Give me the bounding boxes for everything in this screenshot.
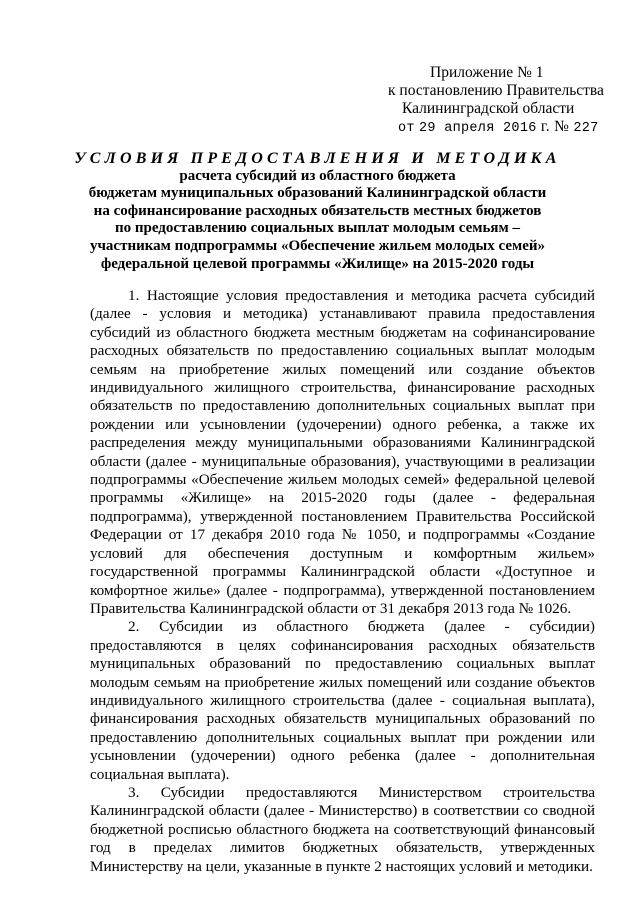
heading-line-1: расчета субсидий из областного бюджета [179,167,456,184]
annex-date-prefix: от [398,121,415,136]
document-heading [40,150,595,273]
annex-date: 29 апреля 2016 [419,121,537,136]
annex-region-line: Калининградской области [402,100,575,117]
heading-line-6: федеральной целевой программы «Жилище» на 2015-2020 годы [100,255,535,272]
heading-line-3: на софинансирование расходных обязательств местных бюджетов [93,202,542,219]
heading-line-5: участникам подпрограммы «Обеспечение жильем молодых семей» [89,237,546,254]
annex-date-line [388,118,628,138]
paragraph-2: 2. Субсидии из областного бюджета (далее - субсидии) предоставляются в целях софинансирования расходных обязательств муниципальных образований по предоставлению социальных выплат молодым семьям на приобретение жилых помещений или создание объектов индивидуального жилищного строительства (далее - социальная выплата), финансирования расходных обязательств муниципальных образований по предоставлению дополнительных социальных выплат при рождении или усыновлении (удочерении) одного ребенка (далее - дополнительная социальная выплата). [90,618,595,783]
annex-resolution-line: к постановлению Правительства [388,82,604,99]
paragraph-1: 1. Настоящие условия предоставления и методика расчета субсидий (далее - условия и методика) устанавливают правила предоставления субсидий из областного бюджета местным бюджетам на софинансирование расходных обязательств по предоставлению социальных выплат молодым семьям на приобретение жилых помещений или создание объектов индивидуального жилищного строительства, финансирование расходных обязательств по предоставлению дополнительных социальных выплат при рождении или усыновлении (удочерении) одного ребенка, а также их распределения между муниципальными образованиями Калининградской области (далее - муниципальные образования), участвующими в реализации подпрограммы «Обеспечение жильем молодых семей» федеральной целевой программы «Жилище» на 2015-2020 годы (далее - федеральная подпрограмма), утвержденной постановлением Правительства Российской Федерации от 17 декабря 2010 года № 1050, и подпрограммы «Создание условий для обеспечения доступным и комфортным жильем» государственной программы Калининградской области «Доступное и комфортное жилье» (далее - подпрограмма), утвержденной постановлением Правительства Калининградской области от 31 декабря 2013 года № 1026. [90,287,595,617]
paragraph-3: 3. Субсидии предоставляются Министерством строительства Калининградской области (далее - Министерство) в соответствии со сводной бюджетной росписью областного бюджета на соответствующий финансовый год в пределах лимитов бюджетных обязательств, утвержденных Министерству на цели, указанные в пункте 2 настоящих условий и методики. [90,783,595,875]
annex-number: 227 [573,121,599,136]
heading-line-2: бюджетам муниципальных образований Калининградской области [88,185,547,202]
heading-line-4: по предоставлению социальных выплат молодым семьям – [114,220,521,237]
document-title: УСЛОВИЯ ПРЕДОСТАВЛЕНИЯ И МЕТОДИКА [74,150,561,167]
annex-date-suffix: г. № [540,118,570,135]
annex-title: Приложение № 1 [430,64,544,81]
document-body [90,287,595,876]
annex-block [388,64,628,138]
